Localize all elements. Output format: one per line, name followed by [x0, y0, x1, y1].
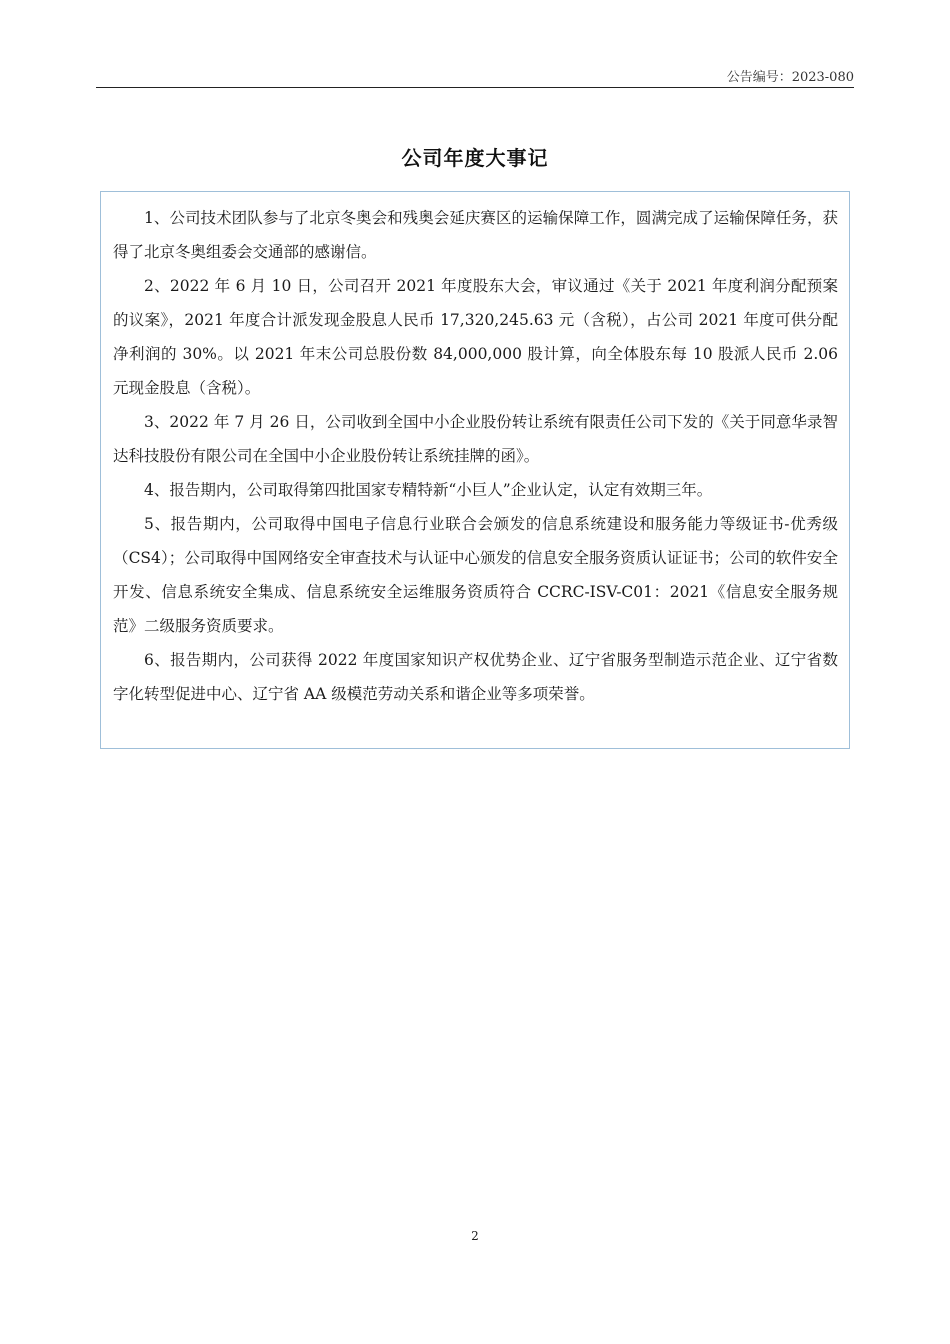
event-item-3: 3、2022 年 7 月 26 日，公司收到全国中小企业股份转让系统有限责任公司下发的《关于同意华录智达科技股份有限公司在全国中小企业股份转让系统挂牌的函》。 — [113, 413, 838, 465]
announcement-number: 公告编号：2023-080 — [726, 70, 854, 85]
event-item-1: 1、公司技术团队参与了北京冬奥会和残奥会延庆赛区的运输保障工作，圆满完成了运输保障任务，获得了北京冬奥组委会交通部的感谢信。 — [113, 209, 838, 261]
page-title: 公司年度大事记 — [401, 146, 549, 170]
event-item-4: 4、报告期内，公司取得第四批国家专精特新“小巨人”企业认定，认定有效期三年。 — [144, 481, 713, 499]
event-item-6: 6、报告期内，公司获得 2022 年度国家知识产权优势企业、辽宁省服务型制造示范企业、辽宁省数字化转型促进中心、辽宁省 AA 级模范劳动关系和谐企业等多项荣誉。 — [113, 651, 838, 703]
page-number: 2 — [471, 1229, 479, 1243]
header-divider — [96, 87, 854, 88]
events-box — [100, 191, 850, 749]
event-item-5: 5、报告期内，公司取得中国电子信息行业联合会颁发的信息系统建设和服务能力等级证书-优秀级（CS4）；公司取得中国网络安全审查技术与认证中心颁发的信息安全服务资质认证证书；公司的软件安全开发、信息系统安全集成、信息系统安全运维服务资质符合 CCRC-ISV-C01：2021《信息安全服务规范》二级服务资质要求。 — [113, 515, 838, 635]
event-item-2: 2、2022 年 6 月 10 日，公司召开 2021 年度股东大会，审议通过《关于 2021 年度利润分配预案的议案》，2021 年度合计派发现金股息人民币 17,320,245.63 元（含税），占公司 2021 年度可供分配净利润的 30%。以 2021 年末公司总股份数 84,000,000 股计算，向全体股东每 10 股派人民币 2.06 元现金股息（含税）。 — [113, 277, 838, 397]
